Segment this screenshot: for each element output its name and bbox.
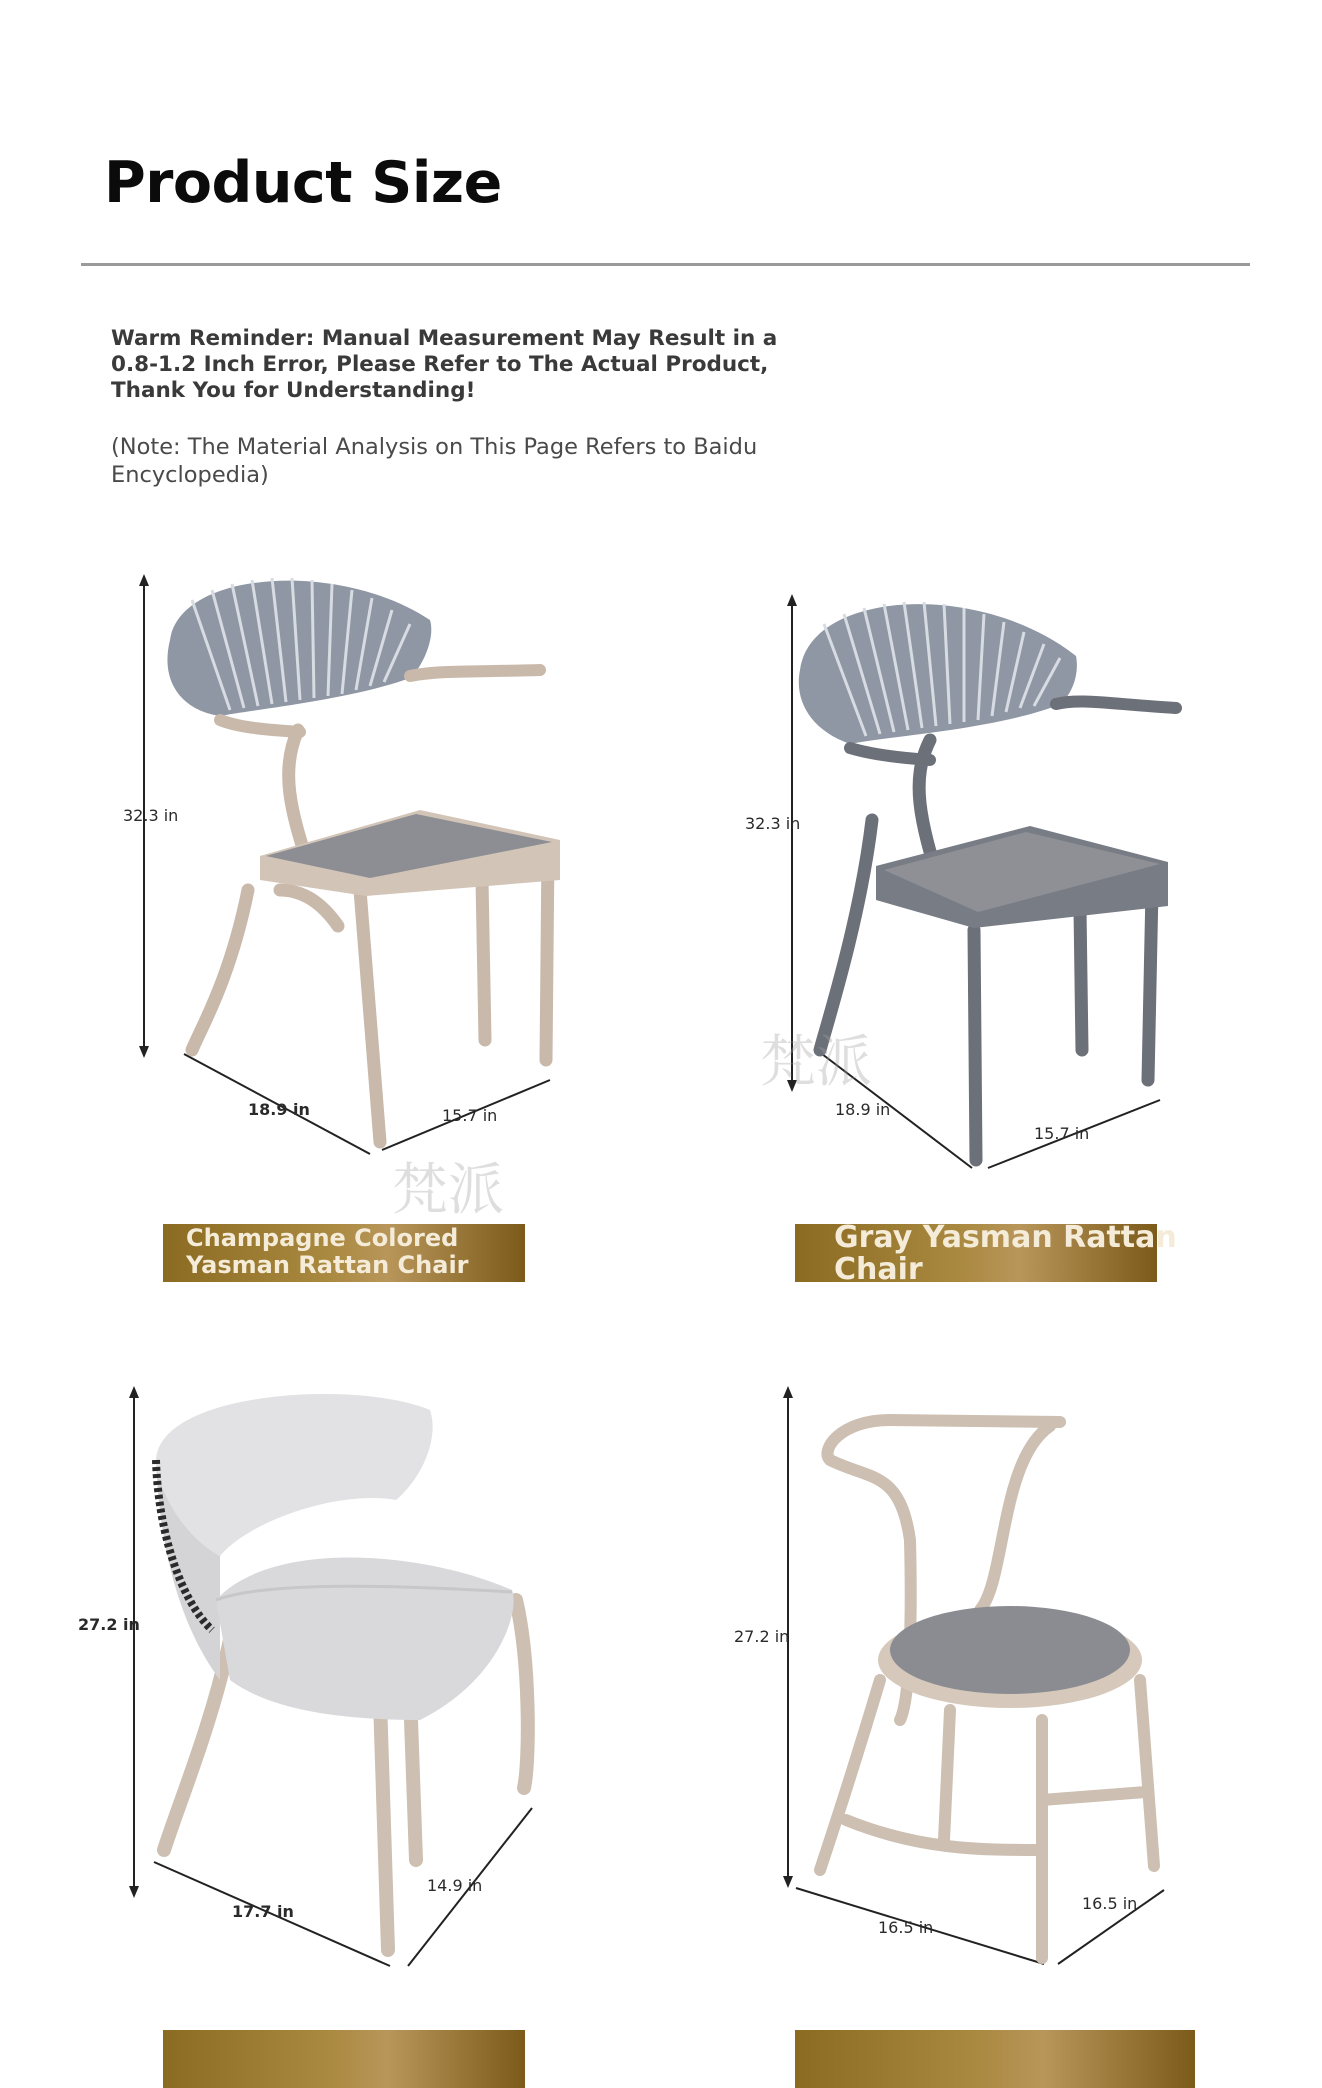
dimension-width: 18.9 in (835, 1100, 891, 1119)
divider (81, 263, 1250, 266)
dimension-width: 17.7 in (232, 1902, 294, 1921)
product-label: Champagne Colored Yasman Rattan Chair (186, 1224, 469, 1279)
dimension-depth: 14.9 in (427, 1876, 483, 1895)
dimension-height: 27.2 in (734, 1627, 790, 1646)
dimension-depth: 15.7 in (1034, 1124, 1090, 1143)
watermark: 梵派 (392, 1158, 504, 1223)
product-image-mesh-chair (120, 1380, 560, 1980)
page-title: Product Size (104, 150, 502, 216)
product-image-round-seat-chair (780, 1380, 1200, 1980)
dimension-width: 18.9 in (248, 1100, 310, 1119)
dimension-height: 27.2 in (78, 1615, 140, 1634)
warm-reminder: Warm Reminder: Manual Measurement May Result in a 0.8-1.2 Inch Error, Please Refer to The Actual Product, Thank You for Understanding! (111, 326, 778, 403)
dimension-depth: 15.7 in (442, 1106, 498, 1125)
product-image-champagne-rattan-chair (120, 560, 580, 1180)
dimension-height: 32.3 in (123, 806, 179, 825)
product-label: Gray Yasman Rattan Chair (834, 1220, 1177, 1287)
product-label-banner (795, 2030, 1195, 2088)
dimension-depth: 16.5 in (1082, 1894, 1138, 1913)
material-note: (Note: The Material Analysis on This Page Refers to Baidu Encyclopedia) (111, 434, 758, 488)
dimension-width: 16.5 in (878, 1918, 934, 1937)
product-label-banner (163, 2030, 525, 2088)
dimension-height: 32.3 in (745, 814, 801, 833)
watermark: 梵派 (760, 1030, 872, 1095)
